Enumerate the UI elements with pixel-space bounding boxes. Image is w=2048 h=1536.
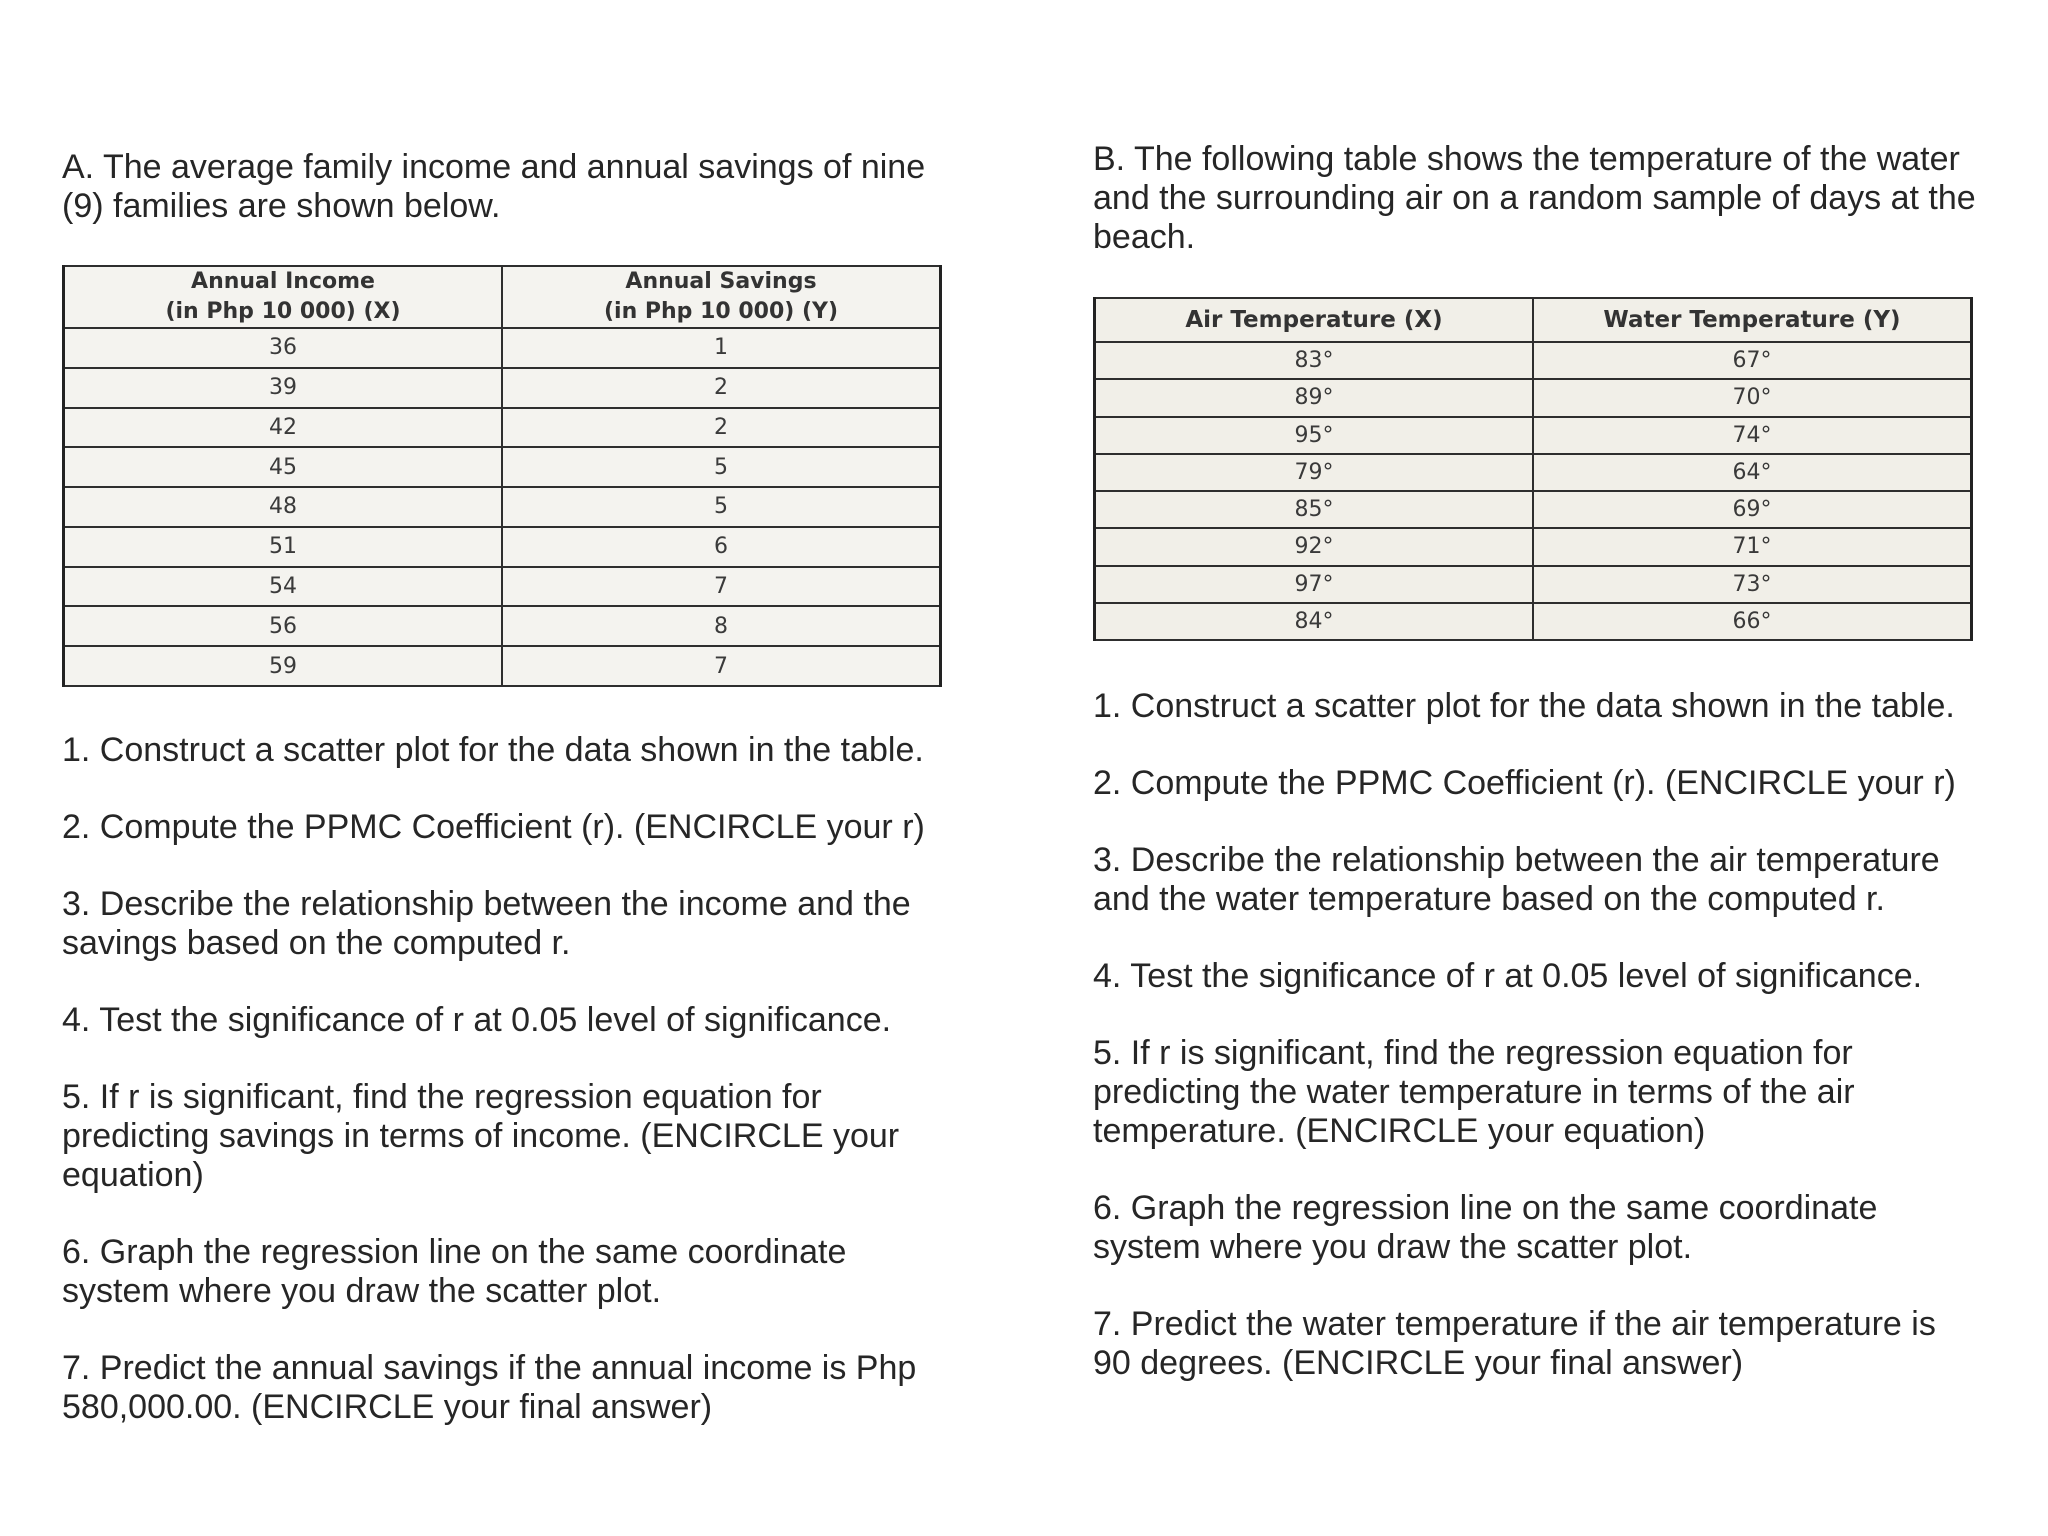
income-header: Annual Income (in Php 10 000) (X)	[64, 266, 503, 328]
section-a-questions	[62, 731, 925, 1465]
question-item: 3. Describe the relationship between the income and the savings based on the computed r.	[62, 885, 911, 962]
table-row	[64, 646, 941, 686]
air-temp-cell: 79°	[1095, 454, 1534, 491]
water-temp-cell: 71°	[1533, 528, 1972, 565]
table-row	[1095, 566, 1972, 603]
income-cell: 48	[64, 487, 503, 527]
intro-line: A. The average family income and annual savings of nine	[62, 148, 926, 186]
question-item: 6. Graph the regression line on the same coordinate system where you draw the scatter plot.	[1093, 1189, 1878, 1266]
savings-cell: 5	[502, 447, 941, 487]
income-cell: 42	[64, 408, 503, 448]
question-item: 4. Test the significance of r at 0.05 level of significance.	[62, 1001, 892, 1039]
question-item: 5. If r is significant, find the regression equation for predicting savings in terms of income. (ENCIRCLE your equation)	[62, 1078, 900, 1194]
water-temp-cell: 64°	[1533, 454, 1972, 491]
question-item: 1. Construct a scatter plot for the data shown in the table.	[62, 731, 924, 769]
water-temp-cell: 67°	[1533, 342, 1972, 379]
water-temp-cell: 73°	[1533, 566, 1972, 603]
income-savings-table-photo	[62, 265, 942, 687]
air-temp-cell: 89°	[1095, 379, 1534, 416]
intro-line: B. The following table shows the temperature of the water	[1093, 140, 1960, 178]
table-row	[64, 567, 941, 607]
savings-cell: 2	[502, 368, 941, 408]
air-temperature-header: Air Temperature (X)	[1095, 298, 1534, 342]
water-temp-cell: 74°	[1533, 417, 1972, 454]
water-temp-cell: 70°	[1533, 379, 1972, 416]
question-item: 2. Compute the PPMC Coefficient (r). (ENCIRCLE your r)	[62, 808, 925, 846]
section-a-intro	[62, 148, 925, 226]
table-row	[64, 408, 941, 448]
table-header-row	[64, 266, 941, 328]
savings-cell: 2	[502, 408, 941, 448]
table-row	[1095, 528, 1972, 565]
water-temp-cell: 69°	[1533, 491, 1972, 528]
income-cell: 45	[64, 447, 503, 487]
savings-cell: 6	[502, 527, 941, 567]
section-b-questions	[1093, 687, 1956, 1421]
question-item: 7. Predict the water temperature if the air temperature is 90 degrees. (ENCIRCLE your final answer)	[1093, 1305, 1936, 1382]
question-item: 7. Predict the annual savings if the annual income is Php 580,000.00. (ENCIRCLE your final answer)	[62, 1349, 917, 1426]
water-temp-cell: 66°	[1533, 603, 1972, 640]
air-temp-cell: 97°	[1095, 566, 1534, 603]
question-item: 4. Test the significance of r at 0.05 level of significance.	[1093, 957, 1923, 995]
table-row	[64, 368, 941, 408]
income-cell: 39	[64, 368, 503, 408]
income-cell: 56	[64, 606, 503, 646]
section-b-intro	[1093, 140, 1976, 257]
income-cell: 59	[64, 646, 503, 686]
table-row	[1095, 603, 1972, 640]
question-item: 5. If r is significant, find the regression equation for predicting the water temperature in terms of the air temperature. (ENCIRCLE your equation)	[1093, 1034, 1855, 1150]
table-row	[1095, 342, 1972, 379]
table-row	[64, 328, 941, 368]
air-temp-cell: 85°	[1095, 491, 1534, 528]
savings-cell: 8	[502, 606, 941, 646]
water-temperature-header: Water Temperature (Y)	[1533, 298, 1972, 342]
table-row	[64, 527, 941, 567]
table-row	[1095, 417, 1972, 454]
air-temp-cell: 84°	[1095, 603, 1534, 640]
income-cell: 51	[64, 527, 503, 567]
air-temp-cell: 92°	[1095, 528, 1534, 565]
air-temp-cell: 95°	[1095, 417, 1534, 454]
question-item: 1. Construct a scatter plot for the data shown in the table.	[1093, 687, 1955, 725]
air-temp-cell: 83°	[1095, 342, 1534, 379]
temperature-table-photo	[1093, 297, 1973, 641]
question-item: 2. Compute the PPMC Coefficient (r). (ENCIRCLE your r)	[1093, 764, 1956, 802]
table-header-row	[1095, 298, 1972, 342]
table-row	[1095, 454, 1972, 491]
temperature-table	[1093, 297, 1973, 641]
savings-cell: 7	[502, 567, 941, 607]
savings-header: Annual Savings (in Php 10 000) (Y)	[502, 266, 941, 328]
income-cell: 36	[64, 328, 503, 368]
savings-cell: 7	[502, 646, 941, 686]
table-row	[64, 447, 941, 487]
intro-line: (9) families are shown below.	[62, 187, 501, 225]
income-savings-table	[62, 265, 942, 687]
table-row	[1095, 379, 1972, 416]
question-item: 6. Graph the regression line on the same coordinate system where you draw the scatter plot.	[62, 1233, 847, 1310]
savings-cell: 5	[502, 487, 941, 527]
savings-cell: 1	[502, 328, 941, 368]
table-row	[64, 606, 941, 646]
table-row	[64, 487, 941, 527]
question-item: 3. Describe the relationship between the air temperature and the water temperature based on the computed r.	[1093, 841, 1940, 918]
income-cell: 54	[64, 567, 503, 607]
intro-line: beach.	[1093, 218, 1196, 256]
intro-line: and the surrounding air on a random sample of days at the	[1093, 179, 1976, 217]
table-row	[1095, 491, 1972, 528]
